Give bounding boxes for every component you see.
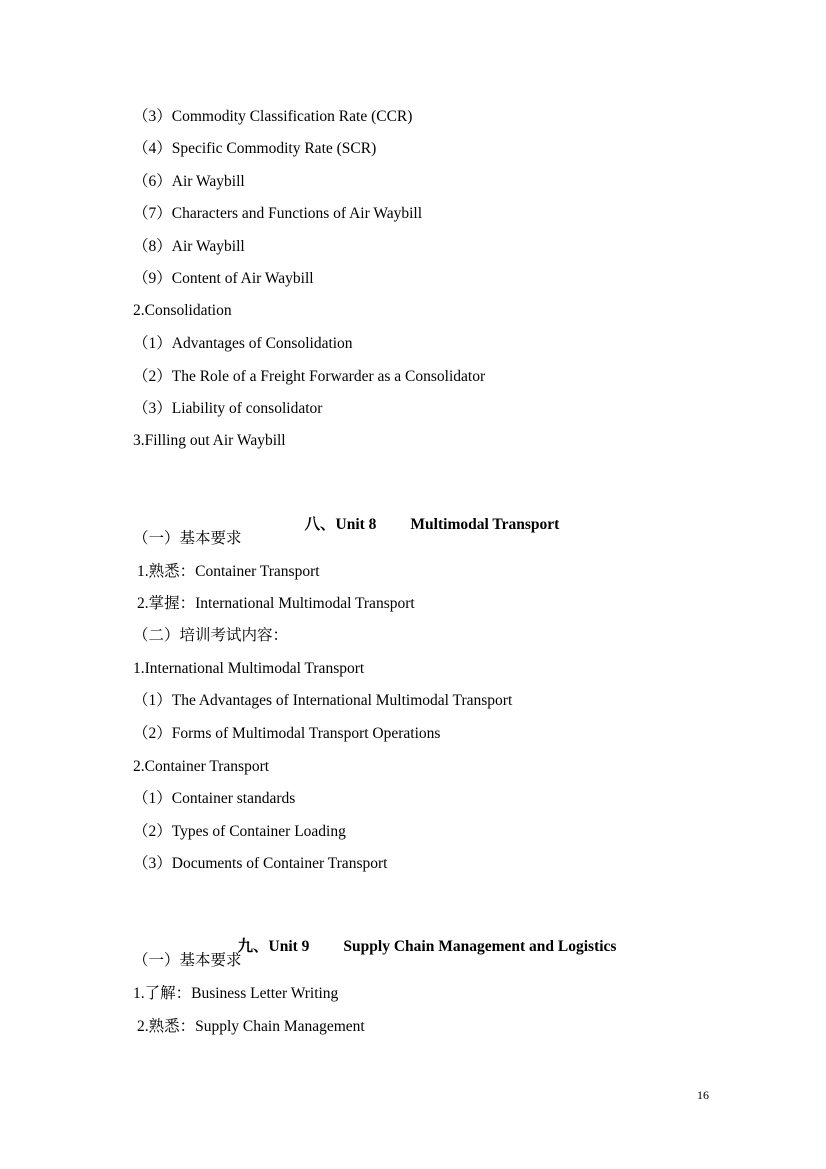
- unit8-prefix: 八、Unit 8: [304, 516, 377, 533]
- unit9-heading: [222, 920, 616, 974]
- list-item: （一）基本要求: [133, 952, 242, 969]
- unit8-title: Multimodal Transport: [410, 516, 560, 533]
- list-item: （3）Documents of Container Transport: [133, 855, 388, 872]
- page-number: 16: [697, 1088, 709, 1102]
- unit9-title: Supply Chain Management and Logistics: [343, 938, 617, 955]
- list-item: （1）Advantages of Consolidation: [133, 335, 353, 352]
- list-item: （一）基本要求: [133, 530, 242, 547]
- list-item: （1）The Advantages of International Multimodal Transport: [133, 692, 513, 709]
- list-item: （9）Content of Air Waybill: [133, 270, 314, 287]
- section-heading: 3.Filling out Air Waybill: [133, 432, 286, 449]
- list-item: （2）Types of Container Loading: [133, 823, 346, 840]
- list-item: 2.掌握：International Multimodal Transport: [137, 595, 415, 612]
- list-item: （8）Air Waybill: [133, 238, 245, 255]
- list-item: （4）Specific Commodity Rate (SCR): [133, 140, 377, 157]
- list-item: （7）Characters and Functions of Air Waybill: [133, 205, 423, 222]
- list-item: （3）Liability of consolidator: [133, 400, 323, 417]
- list-item: （3）Commodity Classification Rate (CCR): [133, 108, 413, 125]
- unit8-heading: [289, 498, 559, 552]
- list-item: （2）Forms of Multimodal Transport Operations: [133, 725, 441, 742]
- list-item: （6）Air Waybill: [133, 173, 245, 190]
- section-heading: 2.Consolidation: [133, 302, 232, 319]
- list-item: 2.熟悉：Supply Chain Management: [137, 1018, 365, 1035]
- list-item: （二）培训考试内容：: [133, 627, 289, 644]
- list-item: （2）The Role of a Freight Forwarder as a Consolidator: [133, 368, 486, 385]
- list-item: 1.了解：Business Letter Writing: [133, 985, 339, 1002]
- section-heading: 2.Container Transport: [133, 758, 270, 775]
- section-heading: 1.International Multimodal Transport: [133, 660, 365, 677]
- unit9-prefix: 九、Unit 9: [237, 938, 310, 955]
- list-item: （1）Container standards: [133, 790, 296, 807]
- list-item: 1.熟悉：Container Transport: [137, 563, 320, 580]
